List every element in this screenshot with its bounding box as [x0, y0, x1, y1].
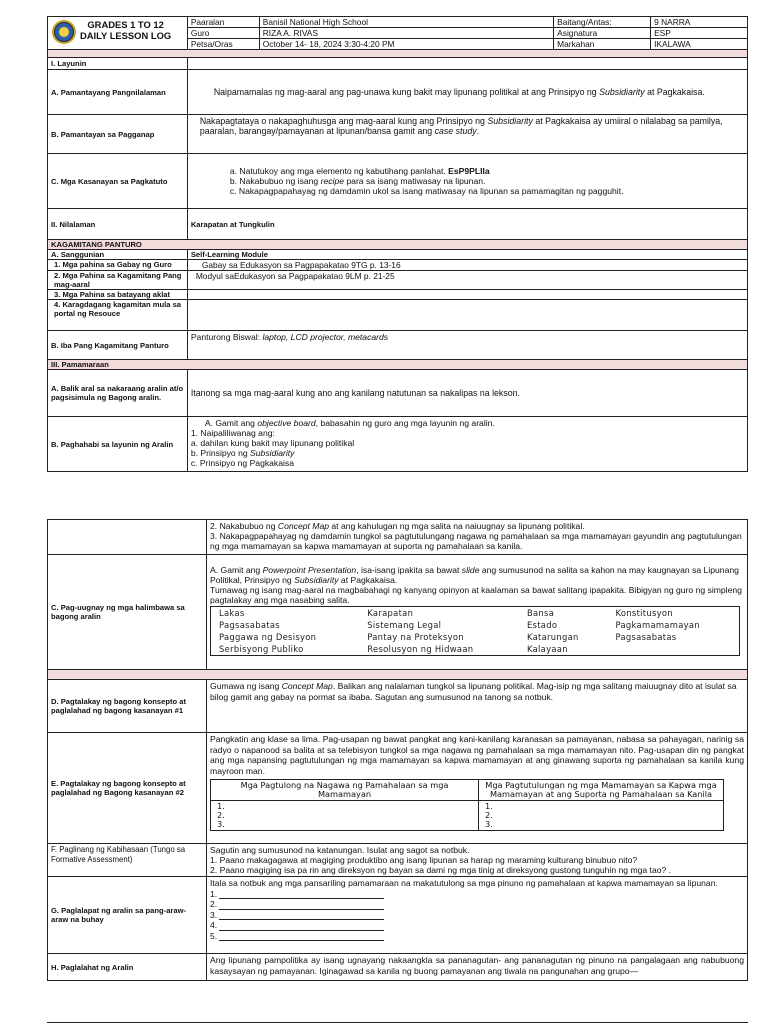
layunin-heading: I. Layunin — [48, 58, 188, 70]
word-cell: Karapatan — [367, 608, 414, 618]
nilalaman-label: II. Nilalaman — [48, 209, 188, 240]
e-col2-list: 1. 2. 3. — [479, 801, 724, 831]
markahan-label: Markahan — [554, 39, 651, 50]
kagamitang-pang-value: Modyul saEdukasyon sa Pagpapakatao 9LM p. 21-25 — [187, 271, 747, 290]
spacer-band-2 — [48, 670, 748, 680]
word-cell: Estado — [526, 620, 558, 630]
e-label: E. Pagtalakay ng bagong konsepto at paglalahad ng Bagong kasanayan #2 — [48, 733, 207, 844]
spacer-band — [48, 50, 748, 58]
header-title-line1: GRADES 1 TO 12 — [87, 19, 164, 30]
word-cell — [608, 643, 740, 656]
nilalaman-value: Karapatan at Tungkulin — [187, 209, 747, 240]
answer-line: 4. — [210, 920, 744, 931]
word-cell: Lakas — [219, 608, 245, 618]
asignatura-value: ESP — [651, 28, 748, 39]
word-box — [210, 606, 740, 656]
paaralan-value: Banisil National High School — [259, 17, 553, 28]
word-cell: Paggawa ng Desisyon — [219, 632, 317, 642]
header-title-line2: DAILY LESSON LOG — [80, 30, 172, 41]
baitang-label: Baitang/Antas: — [554, 17, 651, 28]
e-cell — [207, 733, 748, 844]
pamamaraan-heading: III. Pamamaraan — [48, 360, 748, 370]
petsa-value: October 14- 18, 2024 3:30-4:20 PM — [259, 39, 553, 50]
word-cell: Pagkamamamayan — [615, 620, 700, 630]
answer-line: 2. — [210, 899, 744, 910]
word-cell: Konstitusyon — [615, 608, 673, 618]
paguugnay-label: C. Pag-uugnay ng mga halimbawa sa bagong aralin — [48, 555, 207, 670]
answer-line: 1. — [210, 889, 744, 900]
d-label: D. Pagtalakay ng bagong konsepto at paglalahad ng bagong kasanayan #1 — [48, 680, 207, 733]
word-cell: Serbisyong Publiko — [219, 644, 304, 654]
word-cell: Pagsasabatas — [219, 620, 280, 630]
h-text: Ang lipunang pampolitika ay isang ugnayang nakaangkla sa pananagutan- ang pananagutan ng pinuno na pangalagaan ang nabubuong kasaysayan ng pamayanan. Iginagawad sa kanila ng buong pamayanan ang tiwala na pangunahan ang grupo— — [207, 954, 748, 981]
markahan-value: IKALAWA — [651, 39, 748, 50]
paguugnay-text: A. Gamit ang Powerpoint Presentation, isa-isang ipakita sa bawat slide ang sumusunod na salita sa kahon na may kaugnayan sa Lipunang Politikal, Prinsipyo ng Subsidiarity at Pagkakaisa. Tumawag ng isang mag-aaral na magbabahagi ng kanyang opinyon at kaalaman sa bawat salitang ipapakita. Bibigyan ng guro ng simpleng pagtalakay ang mga nasabing salita. Lakas Karapatan Bansa Konstitusyon Pagsasabatas Sistemang Legal Estado Pagkamamamayan Paggawa ng Desisyon Pantay na Proteksyon Katarungan Pagsasabatas Serbisyong Publiko Resolusyon ng Hidwaan Kalayaan — [207, 555, 748, 670]
word-cell: Pagsasabatas — [615, 632, 677, 642]
e-text: Pangkatin ang klase sa lima. Pag-usapan ng bawat pangkat ang kani-kanilang karanasan sa pamayanan, nabasa sa pahayagan, narinig sa radyo o napanood sa balita at sa telebisyon tungkol sa mga nagawa ng pamahalaan sa mga mamamayan nito. Pag-usapan din ng pangkat ang mga napansing pagtutulungan ng mga mamamayan sa kapwa mamamayan at ang ginawang suporta ng pamahalaan sa kanila kung mayroon man. — [210, 734, 744, 776]
f-text: Sagutin ang sumusunod na katanungan. Isulat ang sagot sa notbuk. 1. Paano makagagawa at magiging produktibo ang isang lipunan sa harap ng maraming kulturang binubuo nito? 2. Paano magiging isa pa rin ang direksyon ng bayan sa dami ng mga tinig at direksyong gustong tunguhin ng mga tao? . — [207, 844, 748, 877]
word-cell: Bansa — [526, 608, 555, 618]
deped-seal-icon — [52, 20, 76, 44]
e-col1-header: Mga Pagtulong na Nagawa ng Pamahalaan sa mga Mamamayan — [211, 780, 479, 801]
word-cell: Pantay na Proteksyon — [367, 632, 464, 642]
baitang-value: 9 NARRA — [651, 17, 748, 28]
answer-line: 3. — [210, 910, 744, 921]
kasanayan-label: C. Mga Kasanayan sa Pagkatuto — [48, 154, 188, 209]
g-cell — [207, 877, 748, 954]
word-cell: Resolusyon ng Hidwaan — [367, 644, 474, 654]
teksbuk-label: 3. Mga Pahina sa batayang aklat — [48, 290, 188, 300]
page-divider — [47, 1022, 748, 1023]
petsa-label: Petsa/Oras — [187, 39, 259, 50]
f-label: F. Paglinang ng Kabihasaan (Tungo sa Formative Assessment) — [48, 844, 207, 877]
lesson-log-page-2 — [47, 519, 748, 981]
paghahabi-text: A. Gamit ang objective board, babasahin ng guro ang mga layunin ng aralin. 1. Naipaliliwanag ang: a. dahilan kung bakit may lipunang politikal b. Prinsipyo ng Subsidiarity c. Prinsipyo ng Pagkakaisa — [187, 417, 747, 472]
pagganap-label: B. Pamantayan sa Pagganap — [48, 115, 188, 154]
sanggunian-value: Self-Learning Module — [187, 250, 747, 260]
kagamitan-heading: KAGAMITANG PANTURO — [48, 240, 748, 250]
pagganap-text: Nakapagtataya o nakapaghuhusga ang mag-aaral kung ang Prinsipyo ng Subsidiarity at Pagkakaisa ay umiiral o nilalabag sa pamilya, paaralan, barangay/pamayanan at lipunan/bansa gamit ang case study. — [187, 115, 747, 154]
balik-value: Itanong sa mga mag-aaral kung ano ang kanilang natutunan sa nakalipas na lekson. — [187, 370, 747, 417]
h-label: H. Paglalahat ng Aralin — [48, 954, 207, 981]
paaralan-label: Paaralan — [187, 17, 259, 28]
sanggunian-label: A. Sanggunian — [48, 250, 188, 260]
iba-label: B. Iba Pang Kagamitang Panturo — [48, 331, 188, 360]
d-text: Gumawa ng isang Concept Map. Balikan ang nalalaman tungkol sa lipunang politikal. Mag-isip ng mga salitang maiuugnay dito at isulat sa bilog gamit ang gabay na pormat sa ibaba. Sagutan ang sumusunod na tanong sa notbuk. — [207, 680, 748, 733]
asignatura-label: Asignatura — [554, 28, 651, 39]
pamantayang-label: A. Pamantayang Pangnilalaman — [48, 70, 188, 115]
g-label: G. Paglalapat ng aralin sa pang-araw-araw na buhay — [48, 877, 207, 954]
paghahabi-label: B. Paghahabi sa layunin ng Aralin — [48, 417, 188, 472]
header-title-cell — [48, 17, 188, 50]
lesson-log-page-1 — [47, 16, 748, 472]
karagdagang-label: 4. Karagdagang kagamitan mula sa portal ng Resouce — [48, 300, 188, 331]
kagamitang-pang-label: 2. Mga Pahina sa Kagamitang Pang mag-aaral — [48, 271, 188, 290]
e-col1-list: 1. 2. 3. — [211, 801, 479, 831]
continuation-text: 2. Nakabubuo ng Concept Map at ang kahulugan ng mga salita na naiuugnay sa lipunang politikal. 3. Nakapagpapahayag ng damdamin tungkol sa pagtutulungang nagawa ng pamahalaan sa mga mamamayan gayundin ang pagtutulungan ng mga mamamayan sa kapwa mamamayan at suporta ng pamahalaan sa kanila. — [207, 520, 748, 555]
guro-value: RIZA A. RIVAS — [259, 28, 553, 39]
g-text: Itala sa notbuk ang mga pansariling pamamaraan na makatutulong sa mga pinuno ng pamahalaan at kapwa mamamayan sa lipunan. — [210, 878, 718, 888]
word-cell: Katarungan — [526, 632, 579, 642]
balik-label: A. Balik aral sa nakaraang aralin at/o pagsisimula ng Bagong aralin. — [48, 370, 188, 417]
answer-line: 5. — [210, 931, 744, 942]
gabay-value: Gabay sa Edukasyon sa Pagpapakatao 9TG p. 13-16 — [187, 260, 747, 271]
header-title — [80, 19, 171, 41]
guro-label: Guro — [187, 28, 259, 39]
kasanayan-text: a. Natutukoy ang mga elemento ng kabutihang panlahat. EsP9PLIIa b. Nakabubuo ng isang recipe para sa isang matiwasay na lipunan. c. Nakapagpapahayag ng damdamin ukol sa isang matiwasay na lipunan sa pamamagitan ng pagguhit. — [187, 154, 747, 209]
e-two-column-table — [210, 779, 724, 831]
iba-value: Panturong Biswal: laptop, LCD projector, metacards — [187, 331, 747, 360]
gabay-label: 1. Mga pahina sa Gabay ng Guro — [48, 260, 188, 271]
word-cell: Sistemang Legal — [367, 620, 442, 630]
e-col2-header: Mga Pagtutulungan ng mga Mamamayan sa Kapwa mga Mamamayan at ang Suporta ng Pamahalaan sa Kanila — [479, 780, 724, 801]
pamantayang-text: Naipamamalas ng mag-aaral ang pag-unawa kung bakit may lipunang politikal at ang Prinsipyo ng Subsidiarity at Pagkakaisa. — [187, 70, 747, 115]
word-cell: Kalayaan — [526, 644, 568, 654]
